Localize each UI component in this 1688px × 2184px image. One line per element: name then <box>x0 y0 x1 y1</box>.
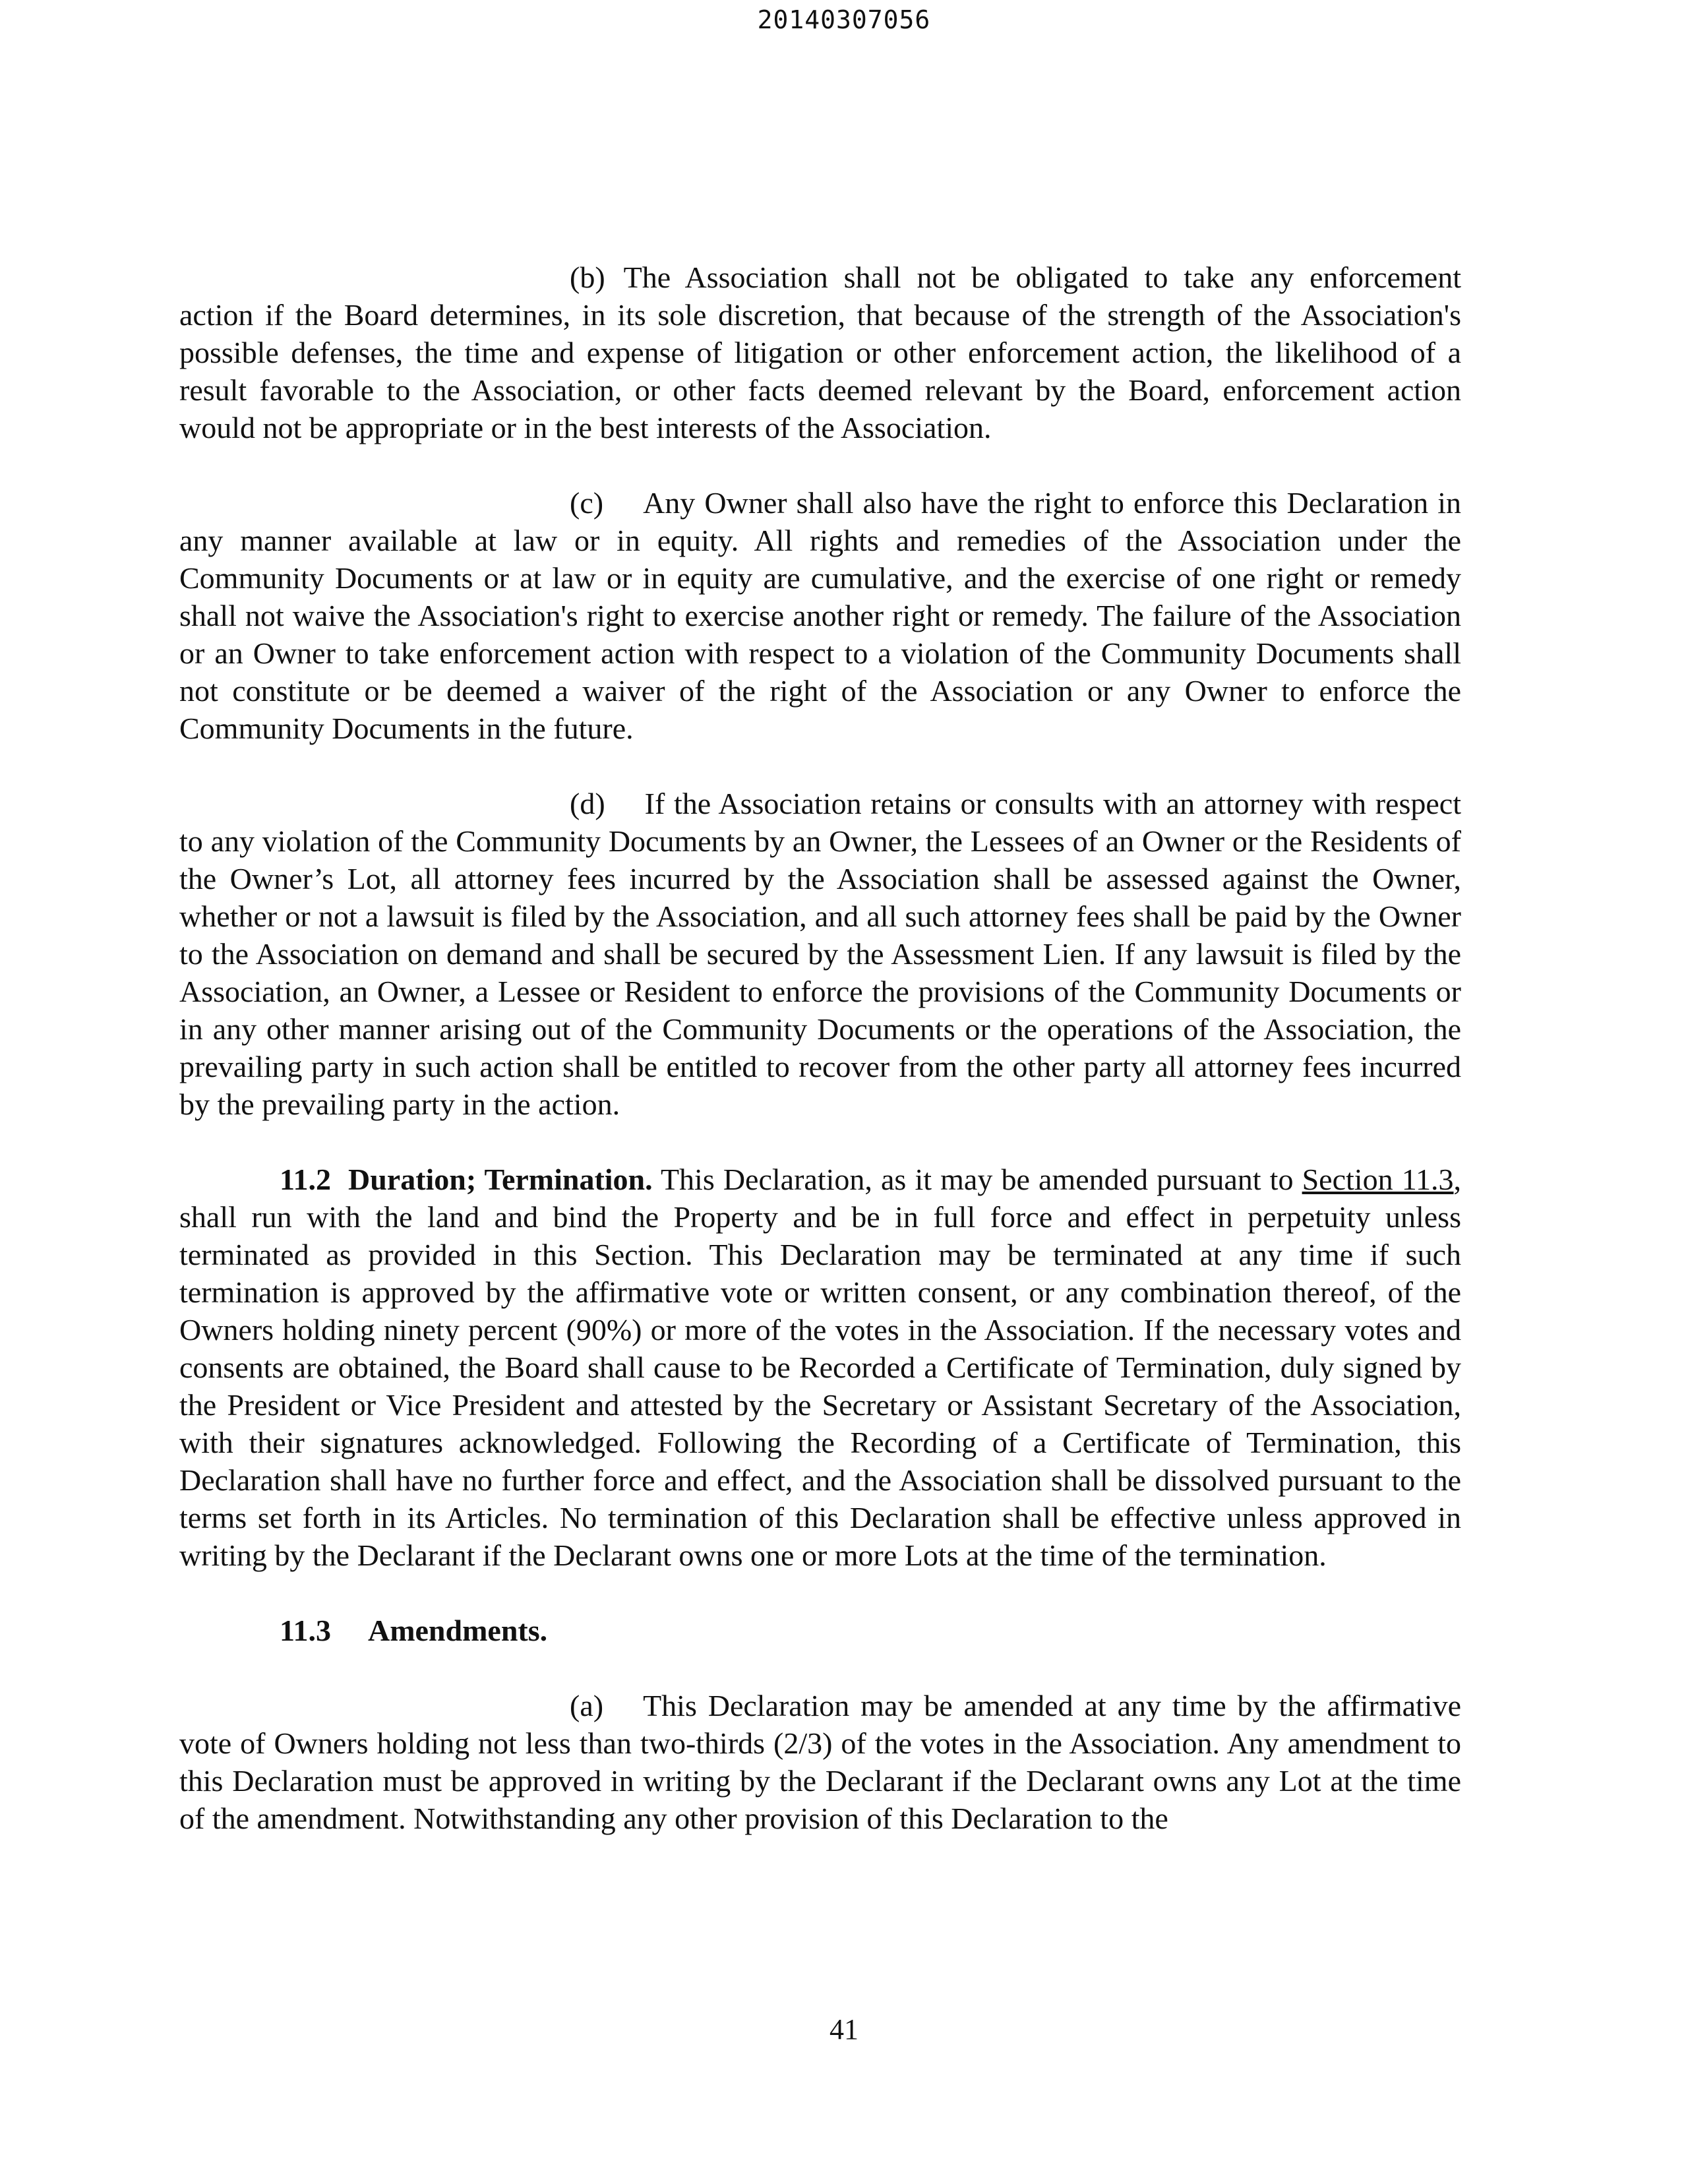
paragraph-d <box>179 785 1461 1123</box>
section-11-2-number: 11.2 <box>280 1163 331 1196</box>
paragraph-d-mark: (d) <box>570 787 605 820</box>
page-number: 41 <box>829 2013 859 2046</box>
paragraph-b <box>179 258 1461 446</box>
paragraph-c <box>179 484 1461 747</box>
section-11-2-text-before-link: This Declaration, as it may be amended pursuant to <box>660 1163 1294 1196</box>
paragraph-d-text: If the Association retains or consults with an attorney with respect to any violation of the Community Documents by an Owner, the Lessees of an Owner or the Residents of the Owner’s Lot, all attorney fees incurred by the Association shall be assessed against the Owner, whether or not a lawsuit is filed by the Association, and all such attorney fees shall be paid by the Owner to the Association on demand and shall be secured by the Assessment Lien. If any lawsuit is filed by the Association, an Owner, a Lessee or Resident to enforce the provisions of the Community Documents or in any other manner arising out of the Community Documents or the operations of the Association, the prevailing party in such action shall be entitled to recover from the other party all attorney fees incurred by the prevailing party in the action. <box>179 787 1461 1121</box>
paragraph-c-text: Any Owner shall also have the right to enforce this Declaration in any manner available at law or in equity. All rights and remedies of the Association under the Community Documents or at law or in equity are cumulative, and the exercise of one right or remedy shall not waive the Association's right to exercise another right or remedy. The failure of the Association or an Owner to take enforcement action with respect to a violation of the Community Documents shall not constitute or be deemed a waiver of the right of the Association or any Owner to enforce the Community Documents in the future. <box>179 486 1461 745</box>
section-11-2-text-after-link: , shall run with the land and bind the Property and be in full force and effect in perpetuity unless terminated as provided in this Section. This Declaration may be terminated at any time if such termination is approved by the affirmative vote or written consent, or any combination thereof, of the Owners holding ninety percent (90%) or more of the votes in the Association. If the necessary votes and consents are obtained, the Board shall cause to be Recorded a Certificate of Termination, duly signed by the President or Vice President and attested by the Secretary or Assistant Secretary of the Association, with their signatures acknowledged. Following the Recording of a Certificate of Termination, this Declaration shall have no further force and effect, and the Association shall be dissolved pursuant to the terms set forth in its Articles. No termination of this Declaration shall be effective unless approved in writing by the Declarant if the Declarant owns one or more Lots at the time of the termination. <box>179 1163 1461 1572</box>
section-11-2 <box>179 1161 1461 1574</box>
section-11-3-reference: Section 11.3 <box>1302 1163 1454 1196</box>
section-11-3-paragraph-a <box>179 1687 1461 1837</box>
paragraph-c-mark: (c) <box>570 486 604 520</box>
section-11-3-number: 11.3 <box>280 1614 331 1647</box>
section-11-3-paragraph-a-mark: (a) <box>570 1689 604 1722</box>
document-body <box>179 258 1461 1875</box>
document-number: 20140307056 <box>757 5 931 34</box>
section-11-3-title: Amendments. <box>367 1614 548 1647</box>
section-11-3-heading <box>179 1612 1461 1649</box>
section-11-2-title: Duration; Termination. <box>347 1163 653 1196</box>
section-11-3-paragraph-a-text: This Declaration may be amended at any time by the affirmative vote of Owners holding not less than two-thirds (2/3) of the votes in the Association. Any amendment to this Declaration must be approved in writing by the Declarant if the Declarant owns any Lot at the time of the amendment. Notwithstanding any other provision of this Declaration to the <box>179 1689 1461 1835</box>
paragraph-b-text: The Association shall not be obligated to take any enforcement action if the Board determines, in its sole discretion, that because of the strength of the Association's possible defenses, the time and expense of litigation or other enforcement action, the likelihood of a result favorable to the Association, or other facts deemed relevant by the Board, enforcement action would not be appropriate or in the best interests of the Association. <box>179 260 1461 444</box>
paragraph-b-mark: (b) <box>570 260 605 294</box>
